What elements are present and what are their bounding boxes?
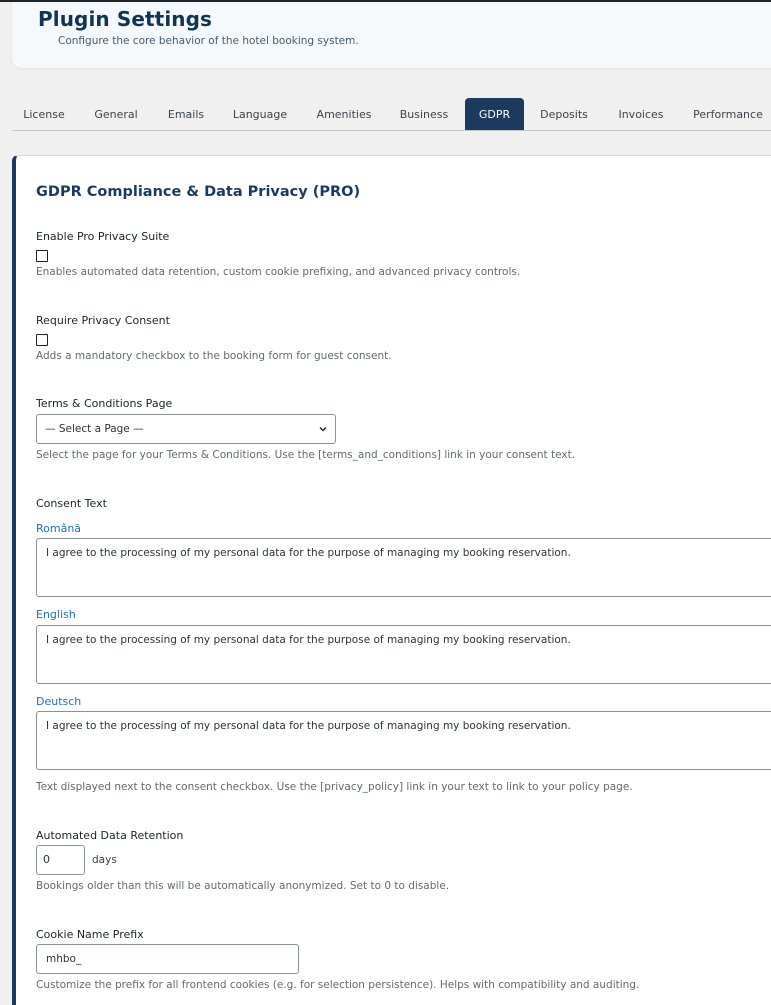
consent-textarea-en[interactable]: I agree to the processing of my personal data for the purpose of managing my booking reservation. xyxy=(36,625,771,684)
retention-description: Bookings older than this will be automatically anonymized. Set to 0 to disable. xyxy=(36,880,450,892)
retention-days-input[interactable]: 0 xyxy=(36,845,85,875)
tab-general[interactable]: General xyxy=(94,108,138,121)
settings-tabs xyxy=(12,98,771,131)
tab-business[interactable]: Business xyxy=(399,108,449,121)
consent-lang-label-ro: Română xyxy=(36,522,82,535)
terms-page-selected: — Select a Page — xyxy=(45,423,144,435)
privacy-suite-label: Enable Pro Privacy Suite xyxy=(36,230,170,243)
section-title: GDPR Compliance & Data Privacy (PRO) xyxy=(36,184,361,200)
consent-textarea-de[interactable]: I agree to the processing of my personal data for the purpose of managing my booking reservation. xyxy=(36,711,771,770)
page-title: Plugin Settings xyxy=(38,7,213,31)
consent-lang-label-de: Deutsch xyxy=(36,695,82,708)
tab-invoices[interactable]: Invoices xyxy=(618,108,664,121)
require-consent-checkbox[interactable] xyxy=(36,334,48,346)
tab-gdpr[interactable]: GDPR xyxy=(465,98,524,130)
terms-page-select[interactable] xyxy=(36,414,336,444)
consent-textarea-ro[interactable]: I agree to the processing of my personal data for the purpose of managing my booking reservation. xyxy=(36,538,771,597)
consent-lang-label-en: English xyxy=(36,608,76,621)
page-subtitle: Configure the core behavior of the hotel booking system. xyxy=(58,35,359,47)
tab-deposits[interactable]: Deposits xyxy=(540,108,588,121)
cookie-prefix-description: Customize the prefix for all frontend cookies (e.g. for selection persistence). Helps with compatibility and auditing. xyxy=(36,979,640,991)
gdpr-settings-panel xyxy=(12,155,771,1005)
cookie-prefix-input[interactable]: mhbo_ xyxy=(36,944,299,974)
tab-amenities[interactable]: Amenities xyxy=(316,108,372,121)
consent-text-description: Text displayed next to the consent checkbox. Use the [privacy_policy] link in your text to link to your policy page. xyxy=(36,781,633,793)
retention-label: Automated Data Retention xyxy=(36,829,184,842)
consent-text-label: Consent Text xyxy=(36,497,107,510)
require-consent-description: Adds a mandatory checkbox to the booking form for guest consent. xyxy=(36,350,392,362)
retention-unit: days xyxy=(92,854,117,866)
cookie-prefix-label: Cookie Name Prefix xyxy=(36,928,144,941)
require-consent-label: Require Privacy Consent xyxy=(36,314,170,327)
chevron-down-icon xyxy=(319,425,327,433)
tab-emails[interactable]: Emails xyxy=(167,108,205,121)
tab-language[interactable]: Language xyxy=(232,108,288,121)
privacy-suite-checkbox[interactable] xyxy=(36,250,48,262)
page-header xyxy=(12,0,771,68)
tab-license[interactable]: License xyxy=(23,108,65,121)
tab-performance[interactable]: Performance xyxy=(693,108,763,121)
terms-page-description: Select the page for your Terms & Conditions. Use the [terms_and_conditions] link in your consent text. xyxy=(36,449,576,461)
privacy-suite-description: Enables automated data retention, custom cookie prefixing, and advanced privacy controls. xyxy=(36,266,521,278)
terms-page-label: Terms & Conditions Page xyxy=(36,397,173,410)
